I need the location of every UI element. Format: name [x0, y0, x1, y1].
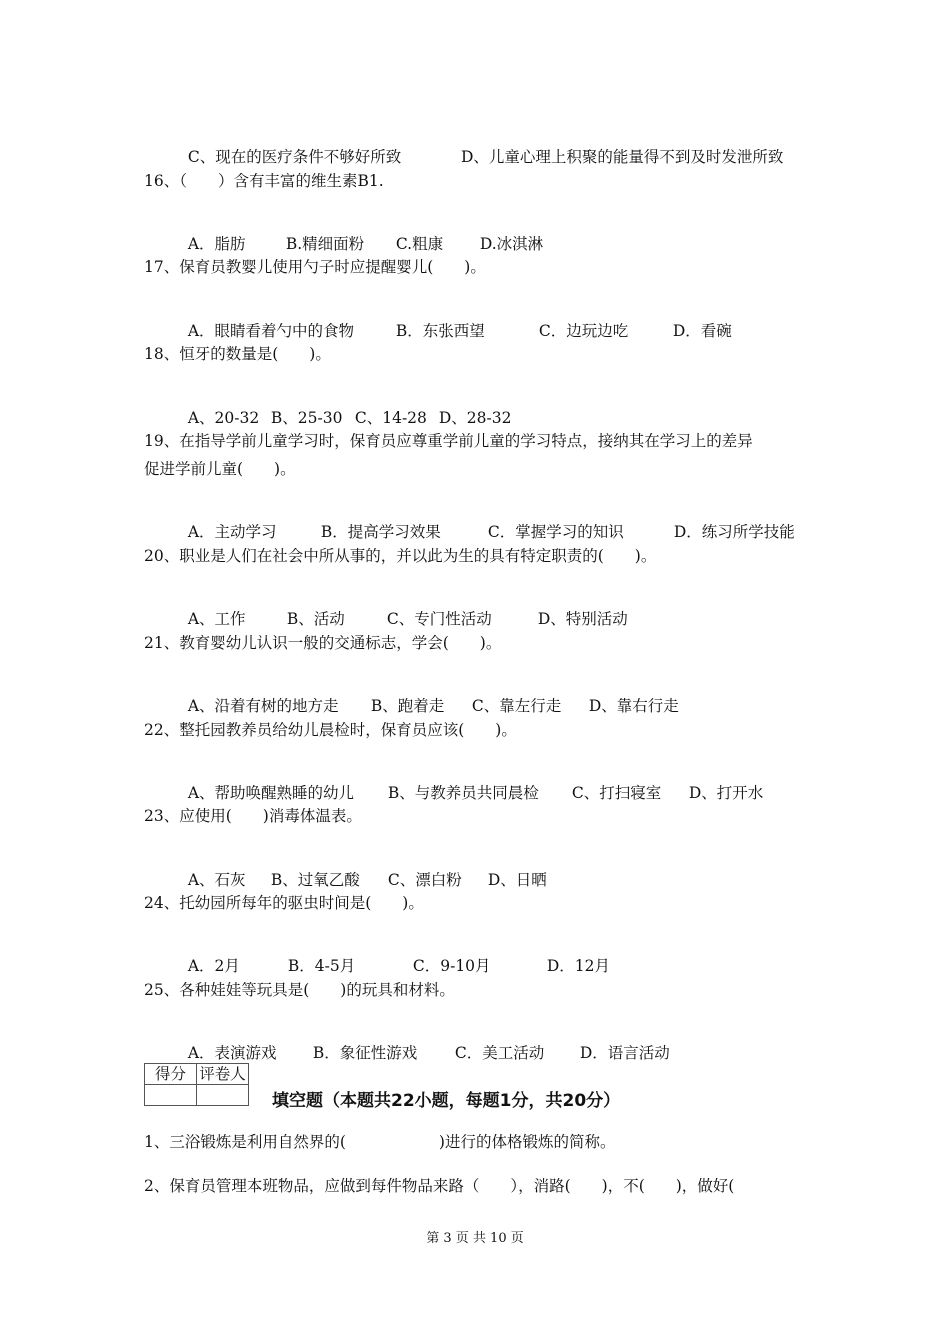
option-a: A、工作 [187, 610, 246, 628]
option-b: B．象征性游戏 [312, 1044, 418, 1062]
option-b: B、与教养员共同晨检 [387, 784, 539, 802]
question-options [178, 214, 543, 254]
option-c: C．掌握学习的知识 [487, 523, 624, 541]
q15-options [178, 127, 784, 167]
option-b: B．提高学习效果 [320, 523, 441, 541]
option-a: A．眼睛看着勺中的食物 [187, 322, 355, 340]
option-a: A、帮助唤醒熟睡的幼儿 [187, 784, 355, 802]
q15-option-d: D、儿童心理上积聚的能量得不到及时发泄所致 [461, 148, 784, 166]
question-stem-continued: 促进学前儿童( )。 [144, 460, 296, 478]
question-stem: 23、应使用( )消毒体温表。 [144, 807, 362, 825]
option-d: D、打开水 [688, 784, 764, 802]
option-b: B、25-30 [270, 409, 343, 427]
option-c: C．9-10月 [412, 957, 491, 975]
option-c: C．美工活动 [454, 1044, 545, 1062]
option-c: C、漂白粉 [387, 871, 462, 889]
option-d: D、特别活动 [537, 610, 628, 628]
question-stem: 17、保育员教婴儿使用勺子时应提醒婴儿( )。 [144, 258, 486, 276]
section-title: 填空题（本题共22小题，每题1分，共20分） [272, 1091, 621, 1111]
option-d: D．看碗 [672, 322, 732, 340]
option-a: A、沿着有树的地方走 [187, 697, 339, 715]
option-c: C、专门性活动 [386, 610, 492, 628]
option-b: B．4-5月 [287, 957, 356, 975]
q15-option-c: C、现在的医疗条件不够好所致 [187, 148, 402, 166]
option-d: D．12月 [546, 957, 611, 975]
question-stem: 22、整托园教养员给幼儿晨检时，保育员应该( )。 [144, 721, 517, 739]
question-stem: 20、职业是人们在社会中所从事的，并以此为生的具有特定职责的( )。 [144, 547, 657, 565]
question-stem: 18、恒牙的数量是( )。 [144, 345, 331, 363]
option-a: A、石灰 [187, 871, 246, 889]
question-stem: 16、（ ）含有丰富的维生素B1. [144, 172, 384, 190]
question-stem: 24、托幼园所每年的驱虫时间是( )。 [144, 894, 424, 912]
score-cell[interactable] [145, 1085, 197, 1106]
score-box [144, 1063, 249, 1106]
option-c: C、14-28 [354, 409, 427, 427]
option-c: C．边玩边吃 [538, 322, 629, 340]
option-d: D、靠右行走 [588, 697, 679, 715]
option-d: D、日晒 [487, 871, 547, 889]
option-d: D.冰淇淋 [479, 235, 544, 253]
option-a: A．表演游戏 [187, 1044, 277, 1062]
option-d: D．练习所学技能 [673, 523, 795, 541]
option-b: B．东张西望 [395, 322, 485, 340]
option-b: B、跑着走 [370, 697, 445, 715]
question-options [178, 936, 610, 976]
question-options [178, 589, 628, 629]
question-options [178, 676, 679, 716]
option-c: C、靠左行走 [471, 697, 562, 715]
option-a: A．主动学习 [187, 523, 277, 541]
page-footer: 第 3 页 共 10 页 [426, 1231, 524, 1246]
option-b: B、活动 [286, 610, 345, 628]
option-c: C.粗康 [395, 235, 444, 253]
question-options [178, 1023, 670, 1063]
question-options [178, 763, 763, 803]
question-stem: 19、在指导学前儿童学习时，保育员应尊重学前儿童的学习特点，接纳其在学习上的差异 [144, 432, 753, 450]
option-c: C、打扫寝室 [571, 784, 662, 802]
question-options [178, 388, 511, 428]
score-header: 得分 [145, 1064, 197, 1085]
option-a: A、20-32 [187, 409, 260, 427]
option-b: B.精细面粉 [285, 235, 365, 253]
fill-item: 1、三浴锻炼是利用自然界的( )进行的体格锻炼的简称。 [144, 1133, 616, 1151]
question-stem: 25、各种娃娃等玩具是( )的玩具和材料。 [144, 981, 455, 999]
option-a: A．脂肪 [187, 235, 246, 253]
grader-cell[interactable] [197, 1085, 249, 1106]
question-stem: 21、教育婴幼儿认识一般的交通标志，学会( )。 [144, 634, 502, 652]
grader-header: 评卷人 [197, 1064, 249, 1085]
question-options [178, 301, 732, 341]
fill-item: 2、保育员管理本班物品，应做到每件物品来路（ ），消路( )，不( )，做好( [144, 1177, 735, 1195]
option-a: A．2月 [187, 957, 240, 975]
question-options [178, 850, 547, 890]
option-d: D、28-32 [438, 409, 512, 427]
option-b: B、过氧乙酸 [270, 871, 360, 889]
question-options [178, 502, 795, 542]
option-d: D．语言活动 [579, 1044, 670, 1062]
